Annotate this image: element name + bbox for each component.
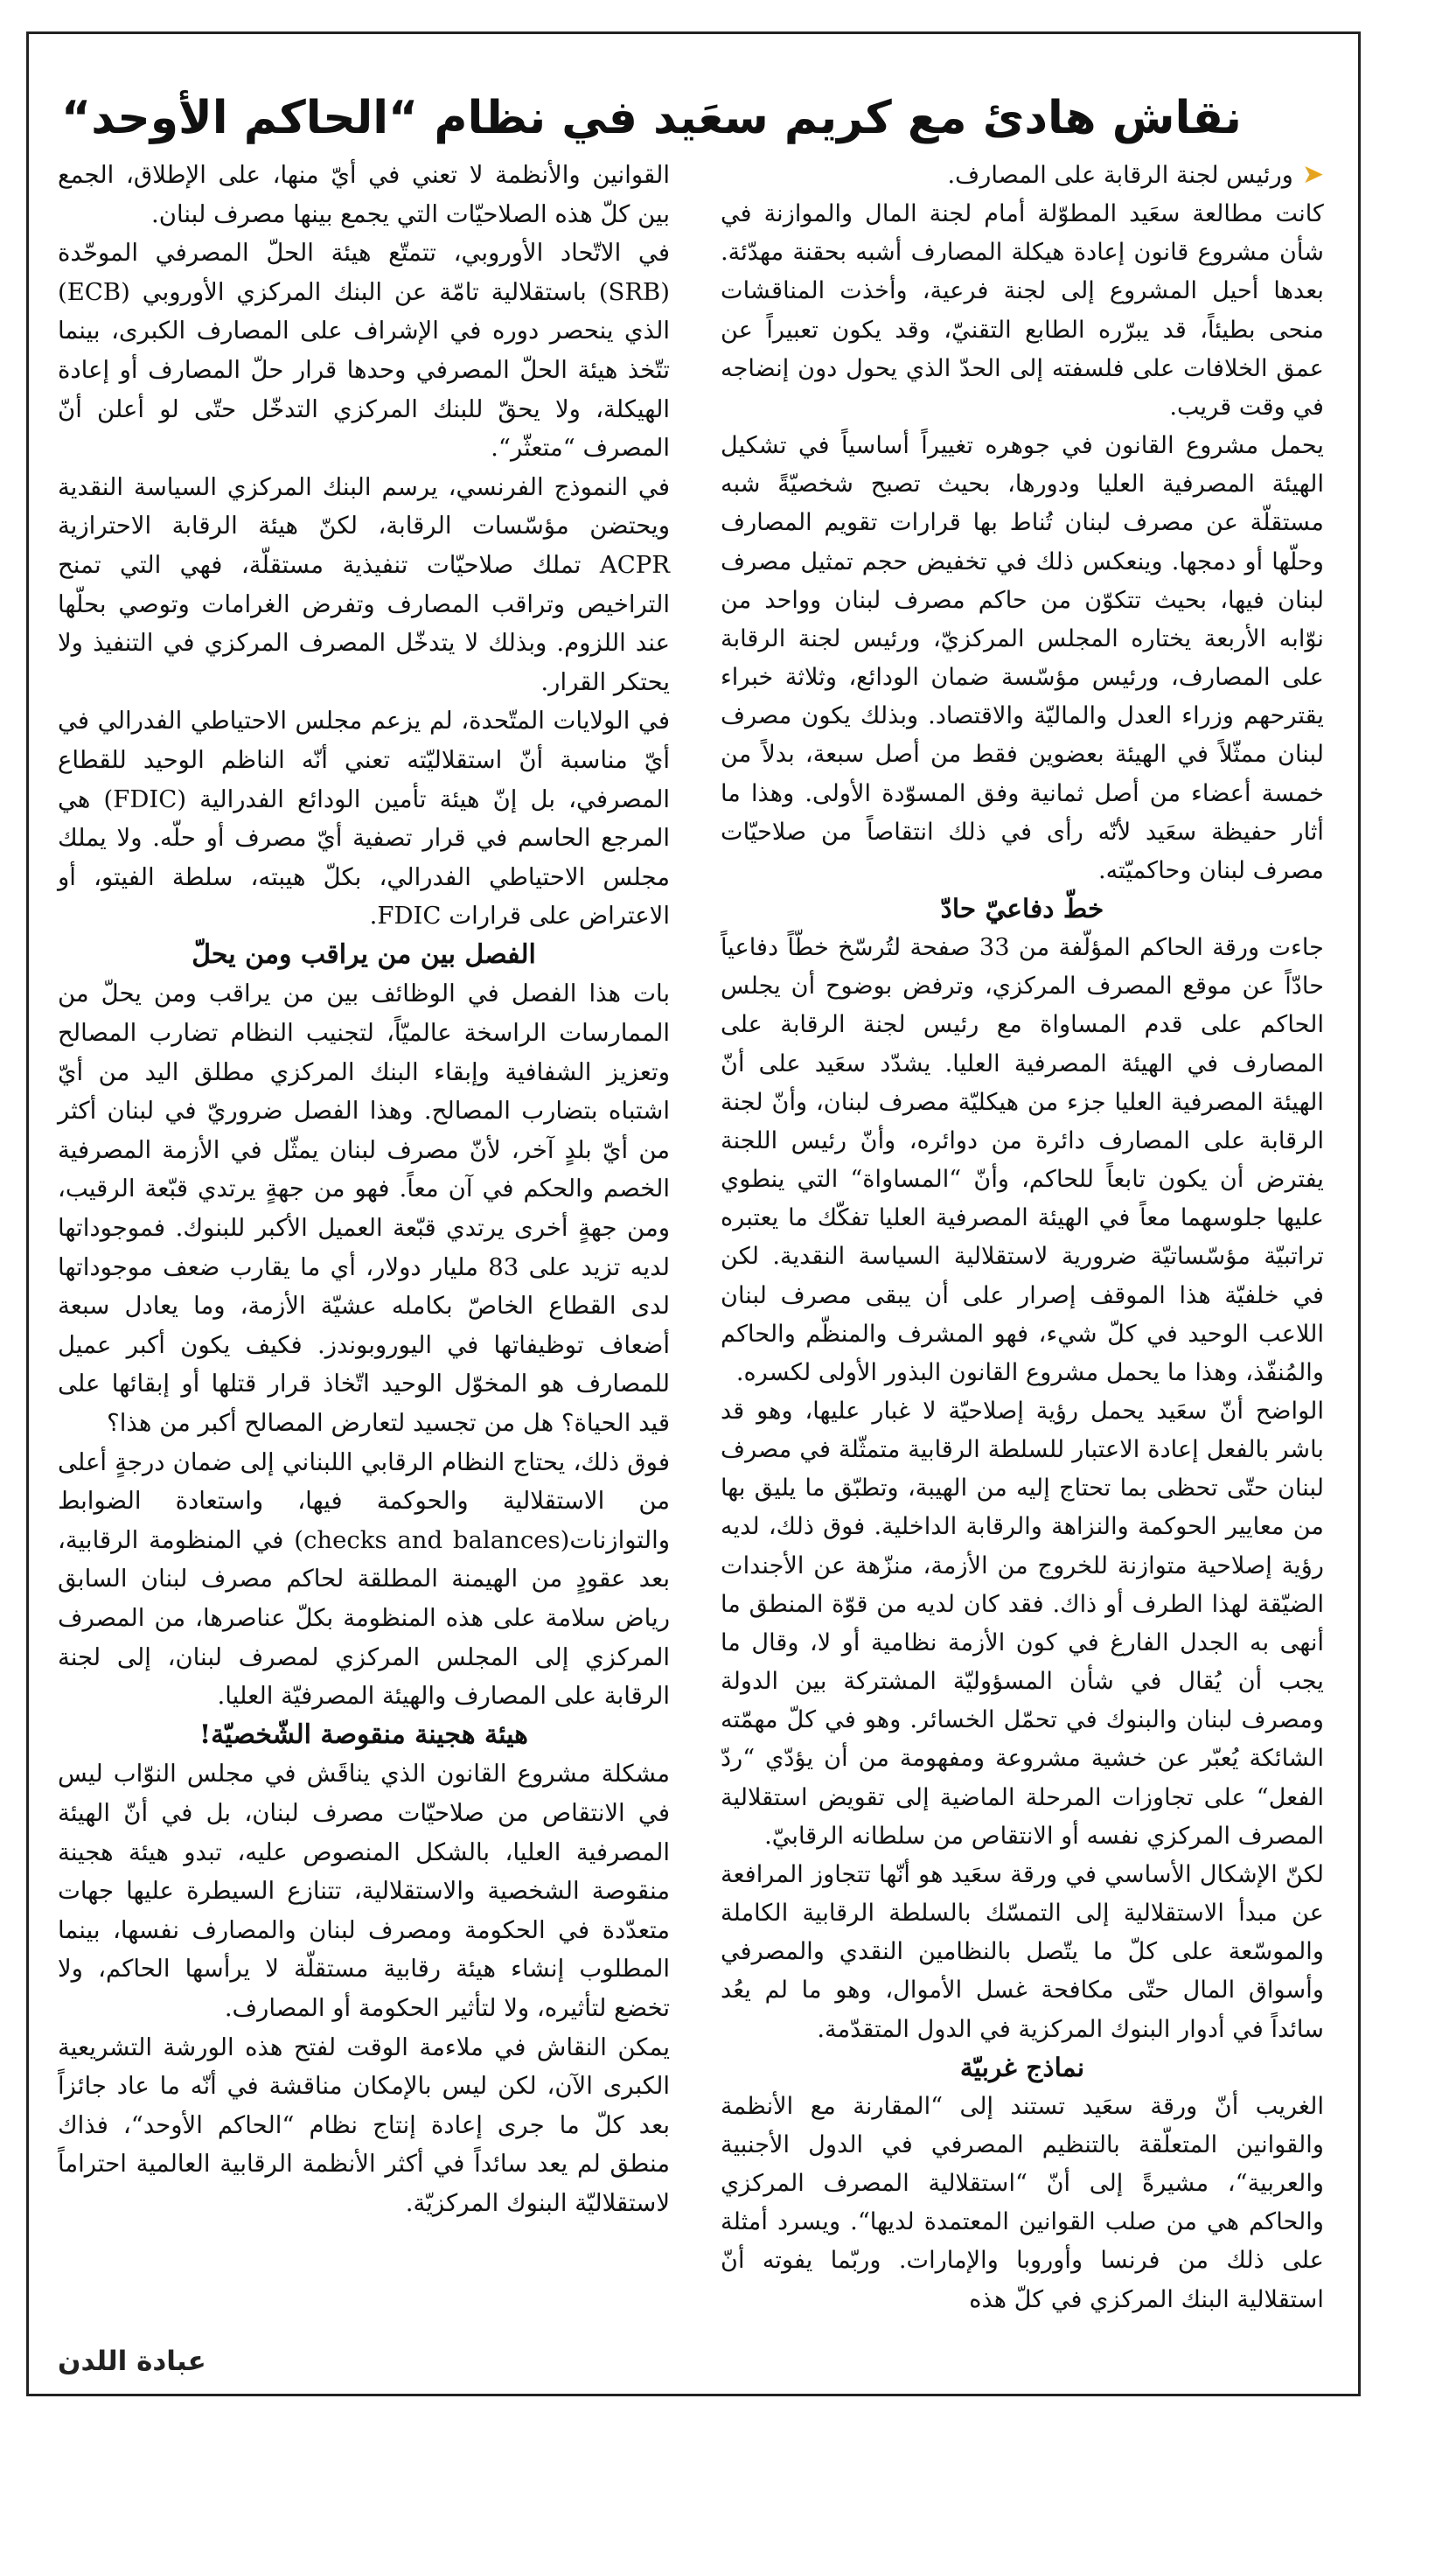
arrow-icon: ➤ — [1301, 159, 1324, 190]
intro-paragraph — [721, 156, 1324, 195]
intro-text: ورئيس لجنة الرقابة على المصارف. — [947, 162, 1293, 189]
article-headline: نقاش هادئ مع كريم سعَيد في نظام “الحاكم الأوحد“ — [61, 91, 1242, 144]
paragraph: في الاتّحاد الأوروبي، تتمتّع هيئة الحلّ المصرفي الموحّدة (SRB) باستقلالية تامّة عن البنك المركزي الأوروبي (ECB) الذي ينحصر دوره في الإشراف على المصارف الكبرى، بينما تتّخذ هيئة الحلّ المصرفي وحدها قرار حلّ المصارف أو إعادة الهيكلة، ولا يحقّ للبنك المركزي التدخّل حتّى لو أعلن أنّ المصرف “متعثّر“. — [58, 239, 670, 463]
paragraph: يمكن النقاش في ملاءمة الوقت لفتح هذه الورشة التشريعية الكبرى الآن، لكن ليس بالإمكان مناقشة في أنّه ما عاد جائزاً بعد كلّ ما جرى إعادة إنتاج نظام “الحاكم الأوحد“، فذاك منطق لم يعد سائداً في أكثر الأنظمة الرقابية العالمية احتراماً لاستقلاليّة البنوك المركزيّة. — [58, 2033, 670, 2217]
paragraph: يحمل مشروع القانون في جوهره تغييراً أساسياً في تشكيل الهيئة المصرفية العليا ودورها، بحيث تصبح شخصيّةً شبه مستقلّة عن مصرف لبنان تُناط بها قرارات تقويم المصارف وحلّها أو دمجها. وينعكس ذلك في تخفيض حجم تمثيل مصرف لبنان فيها، بحيث تتكوّن من حاكم مصرف لبنان وواحد من نوّابه الأربعة يختاره المجلس المركزيّ، ورئيس لجنة الرقابة على المصارف، ورئيس مؤسّسة ضمان الودائع، وثلاثة خبراء يقترحهم وزراء العدل والماليّة والاقتصاد. وبذلك يكون مصرف لبنان ممثّلاً في الهيئة بعضوين فقط من أصل سبعة، بدلاً من خمسة أعضاء من أصل ثمانية وفق المسوّدة الأولى. وهذا ما أثار حفيظة سعَيد لأنّه رأى في ذلك انتقاصاً من صلاحيّات مصرف لبنان وحاكميّته. — [721, 432, 1324, 884]
right-column — [721, 156, 1324, 2319]
paragraph: في الولايات المتّحدة، لم يزعم مجلس الاحتياطي الفدرالي في أيّ مناسبة أنّ استقلاليّته تعني أنّه الناظم الوحيد للقطاع المصرفي، بل إنّ هيئة تأمين الودائع الفدرالية (FDIC) هي المرجع الحاسم في قرار تصفية أيّ مصرف أو حلّه. ولا يملك مجلس الاحتياطي الفدرالي، بكلّ هيبته، سلطة الفيتو، أو الاعتراض على قرارات FDIC. — [58, 707, 671, 931]
paragraph: الغريب أنّ ورقة سعَيد تستند إلى “المقارنة مع الأنظمة والقوانين المتعلّقة بالتنظيم المصرفي في الدول الأجنبية والعربية“، مشيرةً إلى أنّ “استقلالية المصرف المركزي والحاكم هي من صلب القوانين المعتمدة لديها“. ويسرد أمثلة على ذلك من فرنسا وأوروبا والإمارات. وربّما يفوته أنّ استقلالية البنك المركزي في كلّ هذه — [721, 2092, 1324, 2313]
paragraph: كانت مطالعة سعَيد المطوّلة أمام لجنة المال والموازنة في شأن مشروع قانون إعادة هيكلة المصارف أشبه بحقنة مهدّئة. بعدها أحيل المشروع إلى لجنة فرعية، وأخذت المناقشات منحى بطيئاً، قد يبرّره الطابع التقنيّ، وقد يكون تعبيراً عن عمق الخلافات على فلسفته إلى الحدّ الذي يحول دون إنضاجه في وقت قريب. — [721, 200, 1324, 421]
paragraph: مشكلة مشروع القانون الذي يناقَش في مجلس النوّاب ليس في الانتقاص من صلاحيّات مصرف لبنان، بل في أنّ الهيئة المصرفية العليا، بالشكل المنصوص عليه، تبدو هيئة هجينة منقوصة الشخصية والاستقلالية، تتنازع السيطرة عليها جهات متعدّدة في الحكومة ومصرف لبنان والمصارف نفسها، بينما المطلوب إنشاء هيئة رقابية مستقلّة لا يرأسها الحاكم، ولا تخضع لتأثيره، ولا لتأثير الحكومة أو المصارف. — [58, 1760, 670, 2022]
left-column — [58, 156, 670, 2222]
section-heading: الفصل بين من يراقب ومن يحلّ — [192, 938, 536, 970]
paragraph: لكنّ الإشكال الأساسي في ورقة سعَيد هو أنّها تتجاوز المرافعة عن مبدأ الاستقلالية إلى التمسّك بالسلطة الرقابية الكاملة والموسّعة على كلّ ما يتّصل بالنظامين النقدي والمصرفي وأسواق المال حتّى مكافحة غسل الأموال، وهو ما لم يعُد سائداً في أدوار البنوك المركزية في الدول المتقدّمة. — [721, 1860, 1324, 2043]
section-heading: خطّ دفاعيّ حادّ — [940, 893, 1104, 924]
section-heading: هيئة هجينة منقوصة الشّخصيّة! — [199, 1719, 528, 1750]
paragraph: الواضح أنّ سعَيد يحمل رؤية إصلاحيّة لا غبار عليها، وهو قد باشر بالفعل إعادة الاعتبار للسلطة الرقابية متمثّلة في مصرف لبنان حتّى تحظى بما تحتاج إليه من الهيبة، وتطبّق ما يليق بها من معايير الحوكمة والنزاهة والرقابة الداخلية. فوق ذلك، لديه رؤية إصلاحية متوازنة للخروج من الأزمة، منزّهة عن الأجندات الضيّقة لهذا الطرف أو ذاك. فقد كان لديه من قوّة المنطق ما أنهى به الجدل الفارغ في كون الأزمة نظامية أو لا، وقال ما يجب أن يُقال في شأن المسؤوليّة المشتركة بين الدولة ومصرف لبنان والبنوك في تحمّل الخسائر. وهو في كلّ مهمّته الشائكة يُعبّر عن خشية مشروعة ومفهومة من أن يؤدّي “ردّ الفعل“ على تجاوزات المرحلة الماضية إلى تقويض استقلالية المصرف المركزي نفسه أو الانتقاص من سلطانه الرقابيّ. — [721, 1398, 1324, 1850]
paragraph: فوق ذلك، يحتاج النظام الرقابي اللبناني إلى ضمان درجةٍ أعلى من الاستقلالية والحوكمة فيها، واستعادة الضوابط والتوازنات(checks and balances) في المنظومة الرقابية، بعد عقودٍ من الهيمنة المطلقة لحاكم مصرف لبنان السابق رياض سلامة على هذه المنظومة بكلّ عناصرها، من المصرف المركزي إلى المجلس المركزي لمصرف لبنان، إلى لجنة الرقابة على المصارف والهيئة المصرفيّة العليا. — [58, 1447, 671, 1711]
author-byline: عبادة اللدن — [58, 2346, 206, 2377]
paragraph: القوانين والأنظمة لا تعني في أيّ منها، على الإطلاق، الجمع بين كلّ هذه الصلاحيّات التي يجمع بينها مصرف لبنان. — [58, 161, 670, 228]
section-heading: نماذج غربيّة — [959, 2052, 1085, 2083]
paragraph: جاءت ورقة الحاكم المؤلّفة من 33 صفحة لتُرسّخ خطّاً دفاعياً حادّاً عن موقع المصرف المركزي، وترفض بوضوح أن يجلس الحاكم على قدم المساواة مع رئيس لجنة الرقابة على المصارف في الهيئة المصرفية العليا. يشدّد سعَيد على أنّ الهيئة المصرفية العليا جزء من هيكليّة مصرف لبنان، وأنّ لجنة الرقابة على المصارف دائرة من دوائره، وأنّ رئيس اللجنة يفترض أن يكون تابعاً للحاكم، وأنّ “المساواة“ التي ينطوي عليها جلوسهما معاً في الهيئة المصرفية العليا تفكّك ما يعتبره تراتبيّة مؤسّساتيّة ضرورية لاستقلالية السياسة النقدية. لكن في خلفيّة هذا الموقف إصرار على أن يبقى مصرف لبنان اللاعب الوحيد في كلّ شيء، فهو المشرف والمنظّم والحاكم والمُنفّذ، وهذا ما يحمل مشروع القانون البذور الأولى لكسره. — [721, 934, 1324, 1386]
paragraph: في النموذج الفرنسي، يرسم البنك المركزي السياسة النقدية ويحتضن مؤسّسات الرقابة، لكنّ هيئة الرقابة الاحترازية ACPR تملك صلاحيّات تنفيذية مستقلّة، فهي التي تمنح التراخيص وتراقب المصارف وتفرض الغرامات وتوصي بحلّها عند اللزوم. وبذلك لا يتدخّل المصرف المركزي في التنفيذ ولا يحتكر القرار. — [58, 472, 670, 696]
paragraph: بات هذا الفصل في الوظائف بين من يراقب ومن يحلّ من الممارسات الراسخة عالميّاً، لتجنيب النظام تضارب المصالح وتعزيز الشفافية وإبقاء البنك المركزي مطلق اليد من أيّ اشتباه بتضارب المصالح. وهذا الفصل ضروريّ في لبنان أكثر من أيّ بلدٍ آخر، لأنّ مصرف لبنان يمثّل في الأزمة المصرفية الخصم والحكم في آن معاً. فهو من جهةٍ يرتدي قبّعة الرقيب، ومن جهةٍ أخرى يرتدي قبّعة العميل الأكبر للبنوك. فموجوداتها لديه تزيد على 83 مليار دولار، أي ما يقارب ضعف موجوداتها لدى القطاع الخاصّ بكامله عشيّة الأزمة، وما يعادل سبعة أضعاف توظيفاتها في اليوروبوندز. فكيف يكون أكبر عميل للمصارف هو المخوّل الوحيد اتّخاذ قرار قتلها أو إبقائها على قيد الحياة؟ هل من تجسيد لتعارض المصالح أكبر من هذا؟ — [58, 980, 670, 1437]
